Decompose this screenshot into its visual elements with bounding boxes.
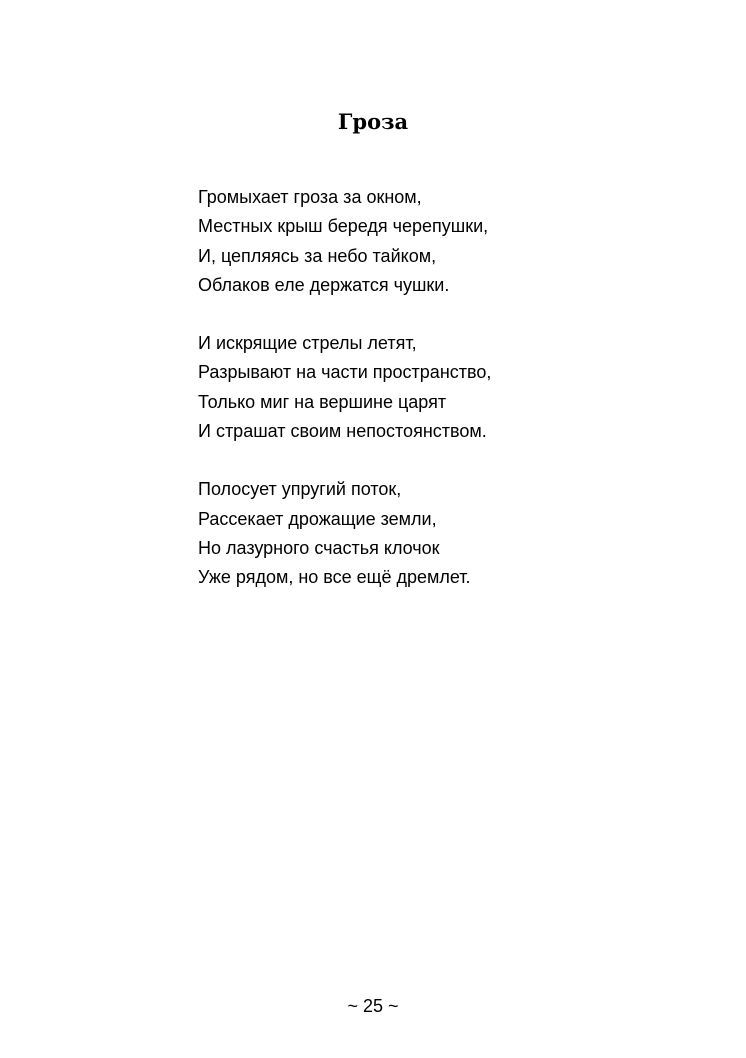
- poem-line: Полосует упругий поток,: [198, 479, 402, 500]
- poem-line: Облаков еле держатся чушки.: [198, 274, 450, 295]
- poem-line: И искрящие стрелы летят,: [198, 333, 417, 354]
- poem-line: Местных крыш бередя черепушки,: [198, 216, 489, 237]
- poem-line: И, цепляясь за небо тайком,: [198, 245, 437, 266]
- poem-line: Только миг на вершине царят: [198, 391, 447, 412]
- poem-line: Рассекает дрожащие земли,: [198, 508, 437, 529]
- poem-line: И страшат своим непостоянством.: [198, 421, 487, 442]
- poem-line: Уже рядом, но все ещё дремлет.: [198, 567, 471, 588]
- stanza-1: [198, 183, 491, 300]
- poem-line: Но лазурного счастья клочок: [198, 537, 440, 558]
- poem-line: Громыхает гроза за окном,: [198, 187, 422, 207]
- poem-title: Гроза: [337, 109, 409, 134]
- page-number: ~ 25 ~: [347, 996, 399, 1016]
- poem-line: Разрывают на части пространство,: [198, 362, 492, 383]
- stanza-2: [198, 329, 491, 446]
- stanza-3: [198, 475, 491, 592]
- poem-body: [198, 183, 491, 622]
